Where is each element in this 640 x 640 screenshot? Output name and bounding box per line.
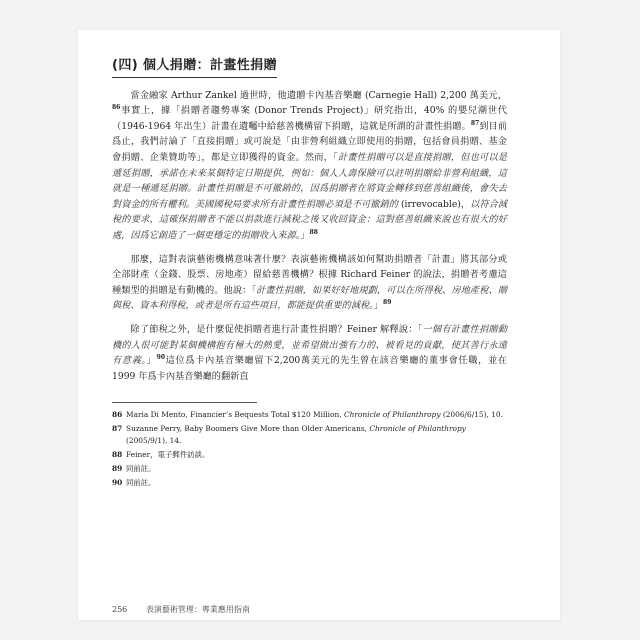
text-run: Feiner，電子郵件訪談。 [126,450,210,460]
footnote-ref[interactable]: 89 [383,299,392,307]
footnote [112,409,507,421]
body-text [112,88,507,385]
footnote-ref[interactable]: 87 [470,119,480,127]
text-run: 到目前爲止，我們討論了「直接捐贈」或可說是「由非營利組織立即使用的捐贈，包括會員捐贈、基金會捐贈、企業贊助等」，都是立即獲得的資金。然而，「 [112,120,508,163]
text-run: (2005/9/1), 14. [126,436,182,446]
footnote-ref[interactable]: 88 [309,228,318,236]
footnotes [112,409,507,489]
footnote-number: 87 [112,424,123,434]
footnote-number: 90 [112,478,123,488]
footnote-number: 86 [112,410,123,420]
quoted-text: 以符合減稅的要求，這確保捐贈者不能以捐款進行減稅之後又收回資金：這對慈善組織來說也有很大的好處，因爲它創造了一個更穩定的捐贈收入來源 [112,198,508,241]
book-page [78,30,560,620]
paragraph [112,322,507,384]
footnote [112,463,507,475]
text-run: Maria Di Mento, Financier’s Bequests Total $120 Million, [126,410,344,420]
text-run: (2006/6/15), 10. [440,410,503,420]
text-run: 。」 [141,355,157,367]
quoted-text: 一個有計畫性捐贈動機的人很可能對某個機構抱有極大的熱愛，並希望做出強有力的、被看見的貢獻，使其善行永遠有意義 [112,323,508,367]
running-title: 表演藝術管理：專業應用指南 [145,605,250,614]
footnote [112,449,507,461]
page-content [112,58,507,491]
text-run: 同前註。 [126,478,156,488]
text-run: 當金融家 Arthur Zankel 過世時，他遺贈卡內基音樂廳 (Carnegie Hall) 2,200 萬美元， [130,89,507,101]
text-run: (irrevocable)， [397,198,471,210]
text-run: 同前註。 [126,464,156,474]
footnote-text [126,423,507,447]
text-run: 事實上，據「捐贈者趨勢專案 (Donor Trends Project)」研究指出，40% 的嬰兒潮世代（1946-1964 年出生）計畫在遺囑中給慈善機構留下捐贈，這就是所謂的計畫性捐贈。 [112,105,507,132]
page-number: 256 [112,605,128,614]
page-footer [112,604,266,615]
text-run: 那麼，這對表演藝術機構意味著什麼？表演藝術機構該如何幫助捐贈者「計畫」將其部分或全部財產（金錢、股票、房地產）留給慈善機構？根據 Richard Feiner 的說法，捐贈者考慮這種類型的捐贈是有動機的。他說：「 [112,253,507,296]
footnote [112,477,507,489]
paragraph [112,88,507,244]
paragraph [112,252,507,314]
footnote-ref[interactable]: 90 [156,354,165,362]
footnote-text [126,477,507,489]
publication-title: Chronicle of Philanthropy [343,410,441,420]
footnote-number: 89 [112,464,123,474]
text-run: 。」 [369,300,384,312]
footnote-ref[interactable]: 86 [112,104,121,112]
footnote-divider [112,402,257,403]
footnote-text [126,463,507,475]
footnote-text [126,449,507,461]
footnote [112,423,507,447]
text-run: 這位爲卡內基音樂廳留下2,200萬美元的先生曾在該音樂廳的董事會任職，並在 1999 年爲卡內基音樂廳的翻新直 [112,355,507,382]
publication-title: Chronicle of Philanthropy [369,424,466,434]
quoted-text: 計畫性捐贈，如果好好地規劃，可以在所得稅、房地產稅、贈與稅、資本利得稅，或者是所有這些項目，都能提供重要的減稅 [112,284,508,312]
section-heading: (四) 個人捐贈：計畫性捐贈 [112,58,277,78]
footnote-number: 88 [112,450,123,460]
text-run: Suzanne Perry, Baby Boomers Give More than Older Americans, [126,424,370,434]
quoted-text: 計畫性捐贈可以是直接捐贈，但也可以是遞延捐贈，承諾在未來某個特定日期提供，例如：個人人壽保險可以註明捐贈給非營利組織，這就是一種遞延捐贈。計畫性捐贈是不可撤銷的，因爲捐贈者在將資金轉移到慈善組織後，會失去對資金的所有權利。美國國稅局要求所有計畫性捐贈必須是不可撤銷的 [112,151,507,210]
footnote-text [126,409,507,421]
text-run: 除了節稅之外，是什麼促使捐贈者進行計畫性捐贈？Feiner 解釋說：「 [130,323,423,335]
text-run: 。」 [295,229,310,241]
